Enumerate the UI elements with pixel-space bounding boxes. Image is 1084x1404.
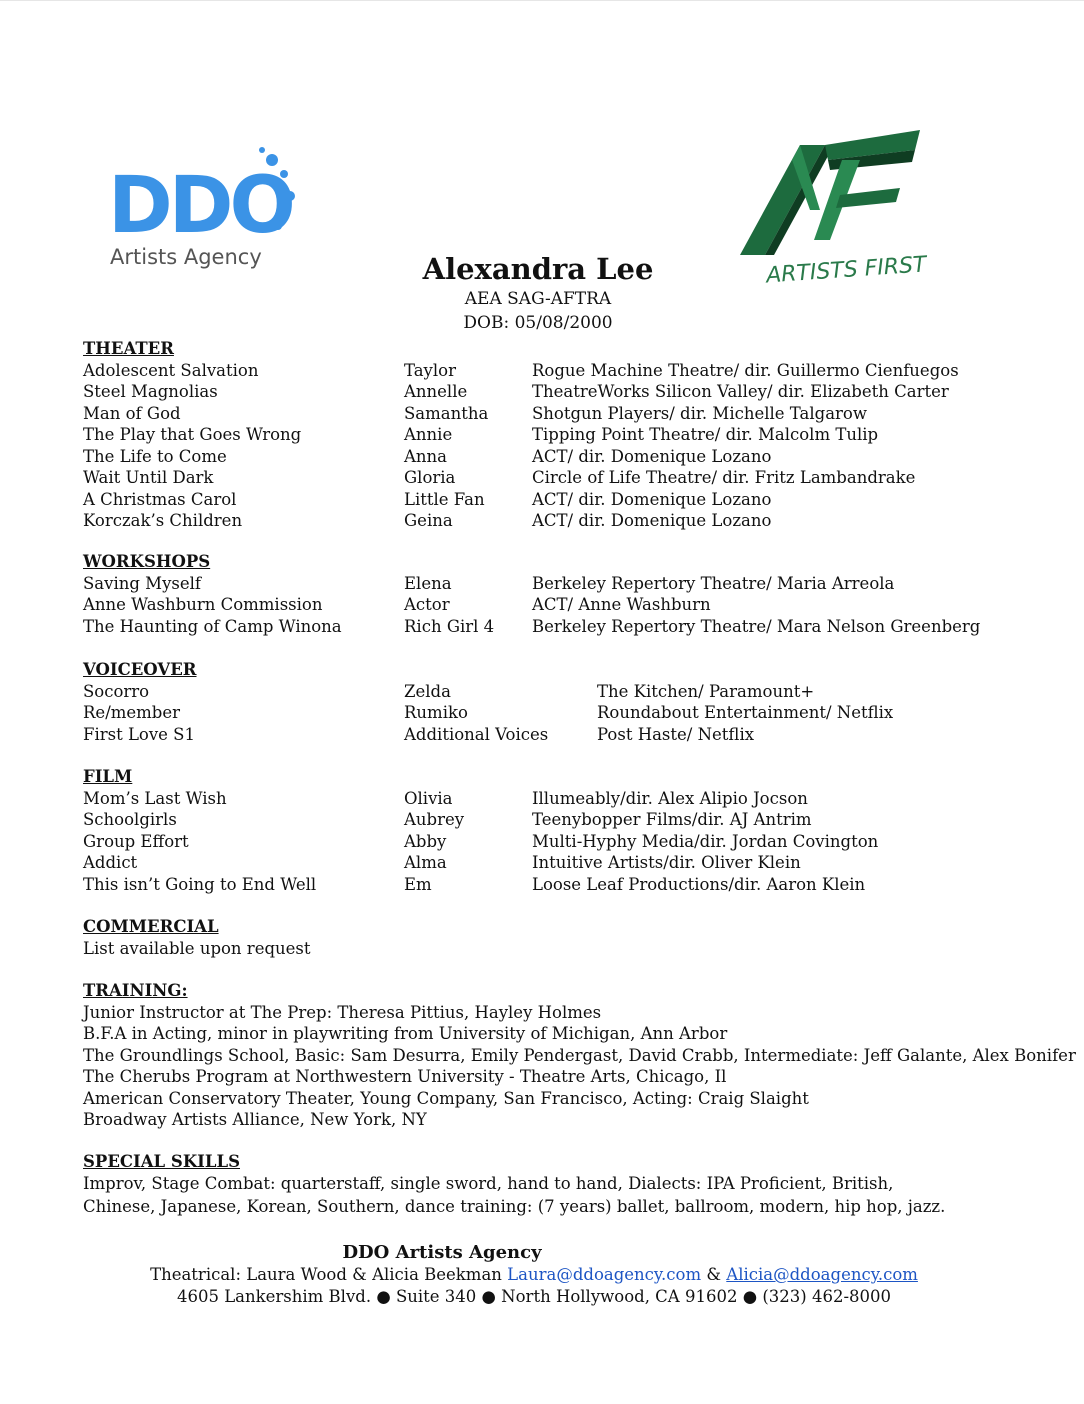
ddo-logo-text: DDO xyxy=(108,161,292,251)
film-heading: FILM xyxy=(83,767,133,786)
ddo-logo xyxy=(100,140,300,270)
contact-prefix: Theatrical: Laura Wood & Alicia Beekman xyxy=(150,1265,508,1284)
agency-contact xyxy=(0,1265,1076,1284)
contact-ampersand: & xyxy=(701,1265,727,1284)
credit-row: Adolescent Salvation Taylor Rogue Machine Theatre/ dir. Guillermo Cienfuegos xyxy=(83,360,959,380)
credit-row: The Life to Come Anna ACT/ dir. Domenique Lozano xyxy=(83,446,772,466)
artists-first-wordmark: ARTISTS FIRST xyxy=(765,252,928,285)
special-skills-section xyxy=(83,1151,945,1219)
email-link-laura[interactable]: Laura@ddoagency.com xyxy=(507,1265,702,1284)
credit-row: Wait Until Dark Gloria Circle of Life Theatre/ dir. Fritz Lambandrake xyxy=(83,468,916,487)
training-section xyxy=(83,980,1076,1131)
commercial-heading: COMMERCIAL xyxy=(83,917,219,936)
credit-row: The Play that Goes Wrong Annie Tipping Point Theatre/ dir. Malcolm Tulip xyxy=(83,425,879,444)
credit-row: This isn’t Going to End Well Em Loose Leaf Productions/dir. Aaron Klein xyxy=(83,874,866,894)
training-line: The Cherubs Program at Northwestern University - Theatre Arts, Chicago, Il xyxy=(83,1067,727,1086)
credit-row: Man of God Samantha Shotgun Players/ dir. Michelle Talgarow xyxy=(83,403,867,423)
workshops-section xyxy=(83,551,981,637)
credit-row: Anne Washburn Commission Actor ACT/ Anne Washburn xyxy=(83,595,711,614)
ddo-logo-subtitle: Artists Agency xyxy=(110,245,262,269)
agency-address: 4605 Lankershim Blvd. ● Suite 340 ● North Hollywood, CA 91602 ● (323) 462-8000 xyxy=(176,1287,892,1306)
email-link-alicia[interactable]: Alicia@ddoagency.com xyxy=(726,1265,918,1284)
union-affiliations: AEA SAG-AFTRA xyxy=(464,289,612,309)
credit-row: Mom’s Last Wish Olivia Illumeably/dir. Alex Alipio Jocson xyxy=(83,788,808,808)
theater-section xyxy=(83,338,959,532)
credit-row: Steel Magnolias Annelle TheatreWorks Silicon Valley/ dir. Elizabeth Carter xyxy=(83,382,949,401)
credit-row: Saving Myself Elena Berkeley Repertory Theatre/ Maria Arreola xyxy=(83,573,895,593)
credit-row: The Haunting of Camp Winona Rich Girl 4 Berkeley Repertory Theatre/ Mara Nelson Greenberg xyxy=(83,616,981,636)
page-top-border xyxy=(0,0,1084,1)
film-section xyxy=(83,766,879,895)
date-of-birth: DOB: 05/08/2000 xyxy=(463,313,613,333)
voiceover-heading: VOICEOVER xyxy=(83,660,197,679)
workshops-heading: WORKSHOPS xyxy=(83,552,211,571)
credit-row: Addict Alma Intuitive Artists/dir. Oliver Klein xyxy=(83,853,801,872)
skills-line: Chinese, Japanese, Korean, Southern, dance training: (7 years) ballet, ballroom, modern, hip hop, jazz. xyxy=(83,1196,946,1216)
credit-row: Korczak’s Children Geina ACT/ dir. Domenique Lozano xyxy=(83,511,772,530)
voiceover-section xyxy=(83,659,894,745)
actor-name: Alexandra Lee xyxy=(422,252,654,286)
training-line: The Groundlings School, Basic: Sam Desurra, Emily Pendergast, David Crabb, Intermediate: Jeff Galante, Alex Bonifer xyxy=(83,1045,1076,1065)
credit-row: Schoolgirls Aubrey Teenybopper Films/dir. AJ Antrim xyxy=(83,810,812,829)
skills-line: Improv, Stage Combat: quarterstaff, single sword, hand to hand, Dialects: IPA Proficient, British, xyxy=(83,1173,894,1193)
credit-row: First Love S1 Additional Voices Post Haste/ Netflix xyxy=(83,724,755,744)
credit-row: Socorro Zelda The Kitchen/ Paramount+ xyxy=(83,681,815,701)
training-line: B.F.A in Acting, minor in playwriting from University of Michigan, Ann Arbor xyxy=(83,1024,728,1043)
credit-row: Group Effort Abby Multi-Hyphy Media/dir. Jordan Covington xyxy=(83,831,879,851)
commercial-section xyxy=(83,916,311,959)
credit-row: Re/member Rumiko Roundabout Entertainment/ Netflix xyxy=(83,703,894,722)
training-heading: TRAINING: xyxy=(83,981,188,1000)
special-skills-heading: SPECIAL SKILLS xyxy=(83,1152,240,1171)
training-line: Junior Instructor at The Prep: Theresa Pittius, Hayley Holmes xyxy=(83,1002,602,1022)
credit-row: A Christmas Carol Little Fan ACT/ dir. Domenique Lozano xyxy=(83,489,772,509)
training-line: American Conservatory Theater, Young Company, San Francisco, Acting: Craig Slaight xyxy=(83,1088,809,1108)
theater-heading: THEATER xyxy=(83,339,174,358)
agency-name: DDO Artists Agency xyxy=(342,1242,542,1263)
commercial-note: List available upon request xyxy=(83,938,311,958)
training-line: Broadway Artists Alliance, New York, NY xyxy=(83,1110,427,1129)
